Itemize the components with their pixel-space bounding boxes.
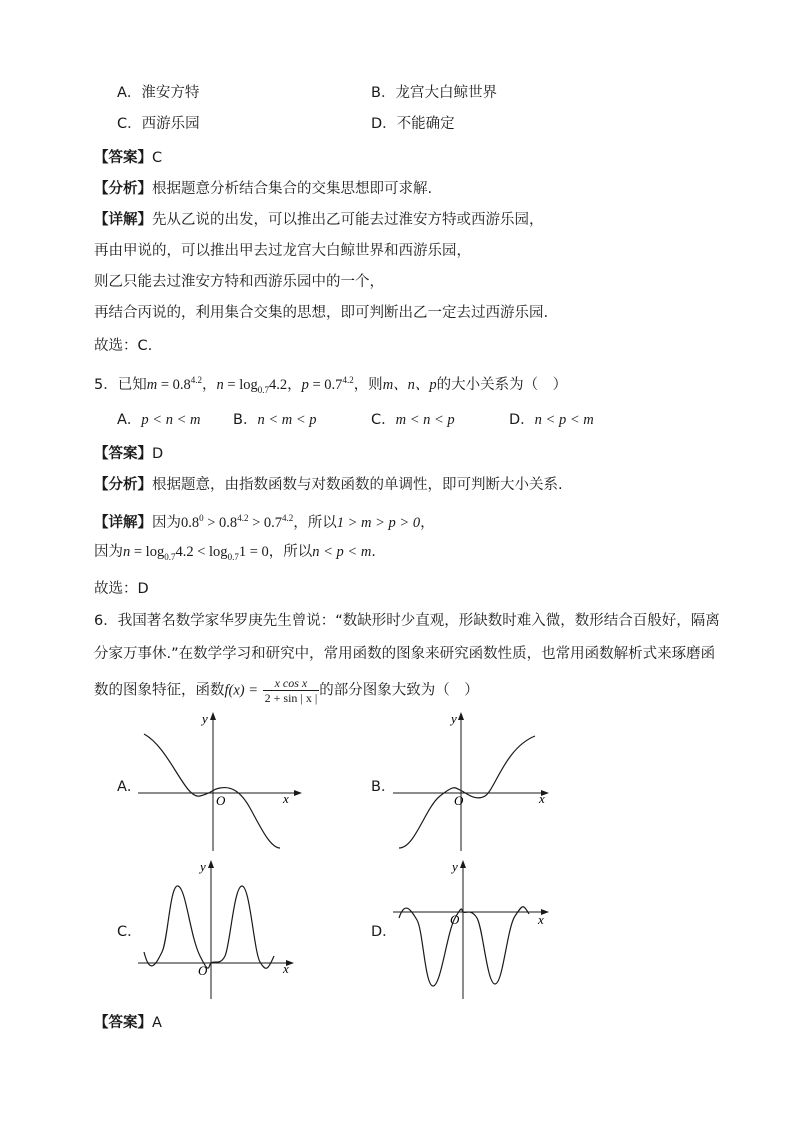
sep-2: ， [287,377,302,393]
detail-tag: 【详解】 [94,212,152,228]
detail2-mid: ，所以 [268,544,313,560]
q6-fraction [263,676,320,705]
detail2-n: n [123,544,131,560]
q5-detail-2 [94,541,376,568]
q6-stem-line-1: 6．我国著名数学家华罗庚先生曾说：“数缺形时少直观，形缺数时难入微，数形结合百般好，隔离 [94,613,720,629]
p-eq: = 0.7 [308,377,343,393]
q4-conclusion: 故选：C. [94,338,153,354]
detail2-end: . [371,544,376,560]
detail1-exp-b: 4.2 [237,513,249,523]
q6-frac-num: x cos x [274,676,308,690]
detail1-exp-c: 4.2 [282,513,294,523]
detail-text: 先从乙说的出发，可以推出乙可能去过淮安方特或西游乐园， [152,212,544,228]
graph-label-b[interactable]: B． [371,779,396,795]
q5-suffix-b: 的大小关系为（ ） [436,377,568,393]
answer-value: D [152,446,164,462]
q5-option-b[interactable] [233,409,317,431]
q4-detail-4: 再结合丙说的，利用集合交集的思想，即可判断出乙一定去过西游乐园. [94,305,549,321]
option-expr: p < n < m [141,412,201,428]
n-base: 0.7 [257,385,269,395]
n-eq: = log [223,377,258,393]
origin-label: O [216,793,226,808]
detail2-base2: 0.7 [227,552,239,562]
q5-suffix-a: ，则 [353,377,383,393]
y-label: y [202,711,208,726]
q4-answer [94,147,162,169]
graph-b[interactable] [385,708,565,856]
detail2-arg: 4.2 < log [175,544,228,560]
detail1-expr-a: 0.8 [181,515,200,531]
q6-stem-line-3 [94,676,479,705]
detail1-mid: ，所以 [293,515,337,531]
option-a[interactable]: A．淮安方特 [117,85,200,101]
q5-vars: m、n、p [382,377,437,393]
y-arrow [210,712,216,720]
detail2-eq: = log [130,544,165,560]
answer-value: C [152,150,163,166]
detail2-prefix: 因为 [94,544,123,560]
y-label: y [452,859,458,874]
q6-line3-prefix: 数的图象特征，函数 [94,682,225,699]
curve [144,734,280,848]
q6-line3-suffix: 的部分图象大致为（ ） [319,682,479,699]
option-expr: m < n < p [395,412,455,428]
option-label: D． [509,412,535,428]
option-label: A． [117,412,142,428]
y-label: y [451,711,457,726]
q5-prefix: 5．已知 [94,377,147,393]
x-label: x [283,961,289,976]
graph-a[interactable] [130,708,310,856]
q4-detail-2: 再由甲说的，可以推出甲去过龙宫大白鲸世界和西游乐园， [94,243,471,259]
option-expr: n < p < m [534,412,594,428]
q5-option-c[interactable] [371,409,455,431]
detail-tag: 【详解】 [94,515,152,531]
graph-c[interactable] [130,856,310,1004]
q5-answer [94,443,163,465]
option-label: C． [371,412,396,428]
q6-answer [94,1012,162,1034]
detail1-exp-a: 0 [199,513,204,523]
q5-stem [94,369,567,401]
origin-label: O [198,963,208,978]
sep-1: ， [202,377,217,393]
q5-detail-1 [94,507,435,534]
m-eq: = 0.8 [157,377,191,393]
x-label: x [539,791,545,806]
y-arrow [458,712,464,720]
n-arg: 4.2 [269,377,288,393]
answer-tag: 【答案】 [94,1015,152,1031]
q6-fx: f(x) = [224,682,259,699]
curve [399,736,535,848]
y-arrow [208,860,214,868]
detail1-gt2: > 0.7 [248,515,282,531]
graph-label-d[interactable]: D． [371,924,397,940]
origin-label: O [454,793,464,808]
graph-label-c[interactable]: C． [117,924,142,940]
q4-detail-3: 则乙只能去过淮安方特和西游乐园中的一个， [94,274,384,290]
graph-label-a[interactable]: A． [117,779,142,795]
analysis-tag: 【分析】 [94,181,152,197]
option-c[interactable]: C．西游乐园 [117,116,200,132]
graph-d[interactable] [385,856,565,1004]
q4-analysis [94,178,432,200]
detail1-end: ， [420,515,435,531]
p-exp: 4.2 [342,375,354,385]
q5-analysis [94,474,563,496]
x-label: x [283,791,289,806]
origin-label: O [450,912,460,927]
p-var: p [301,377,309,393]
detail2-chain: n < p < m [312,544,372,560]
m-var: m [146,377,158,393]
m-exp: 4.2 [190,375,203,385]
curve [399,907,529,986]
q5-conclusion: 故选：D [94,581,149,597]
x-arrow [294,790,302,796]
detail2-arg2: 1 = 0 [238,544,269,560]
analysis-tag: 【分析】 [94,477,152,493]
analysis-text: 根据题意分析结合集合的交集思想即可求解. [152,181,433,197]
y-label: y [200,859,206,874]
q6-frac-den: 2 + sin | x | [264,691,318,705]
q5-option-a[interactable] [117,409,200,431]
answer-value: A [152,1015,162,1031]
y-arrow [460,860,466,868]
option-label: B． [233,412,258,428]
detail1-gt1: > 0.8 [203,515,238,531]
detail1-chain: 1 > m > p > 0 [336,515,421,531]
option-b[interactable]: B．龙宫大白鲸世界 [371,85,497,101]
q6-stem-line-2: 分家万事休.”在数学学习和研究中，常用函数的图象来研究函数性质，也常用函数解析式来琢磨函 [94,646,716,662]
option-d[interactable]: D．不能确定 [371,116,455,132]
q5-option-d[interactable] [509,409,594,431]
analysis-text: 根据题意，由指数函数与对数函数的单调性，即可判断大小关系. [152,477,563,493]
option-expr: n < m < p [257,412,317,428]
n-var: n [216,377,224,393]
answer-tag: 【答案】 [94,446,152,462]
answer-tag: 【答案】 [94,150,152,166]
q4-detail-1 [94,209,544,231]
detail1-prefix: 因为 [152,515,181,531]
detail2-base: 0.7 [164,552,176,562]
x-label: x [538,912,544,927]
curve [144,886,274,968]
